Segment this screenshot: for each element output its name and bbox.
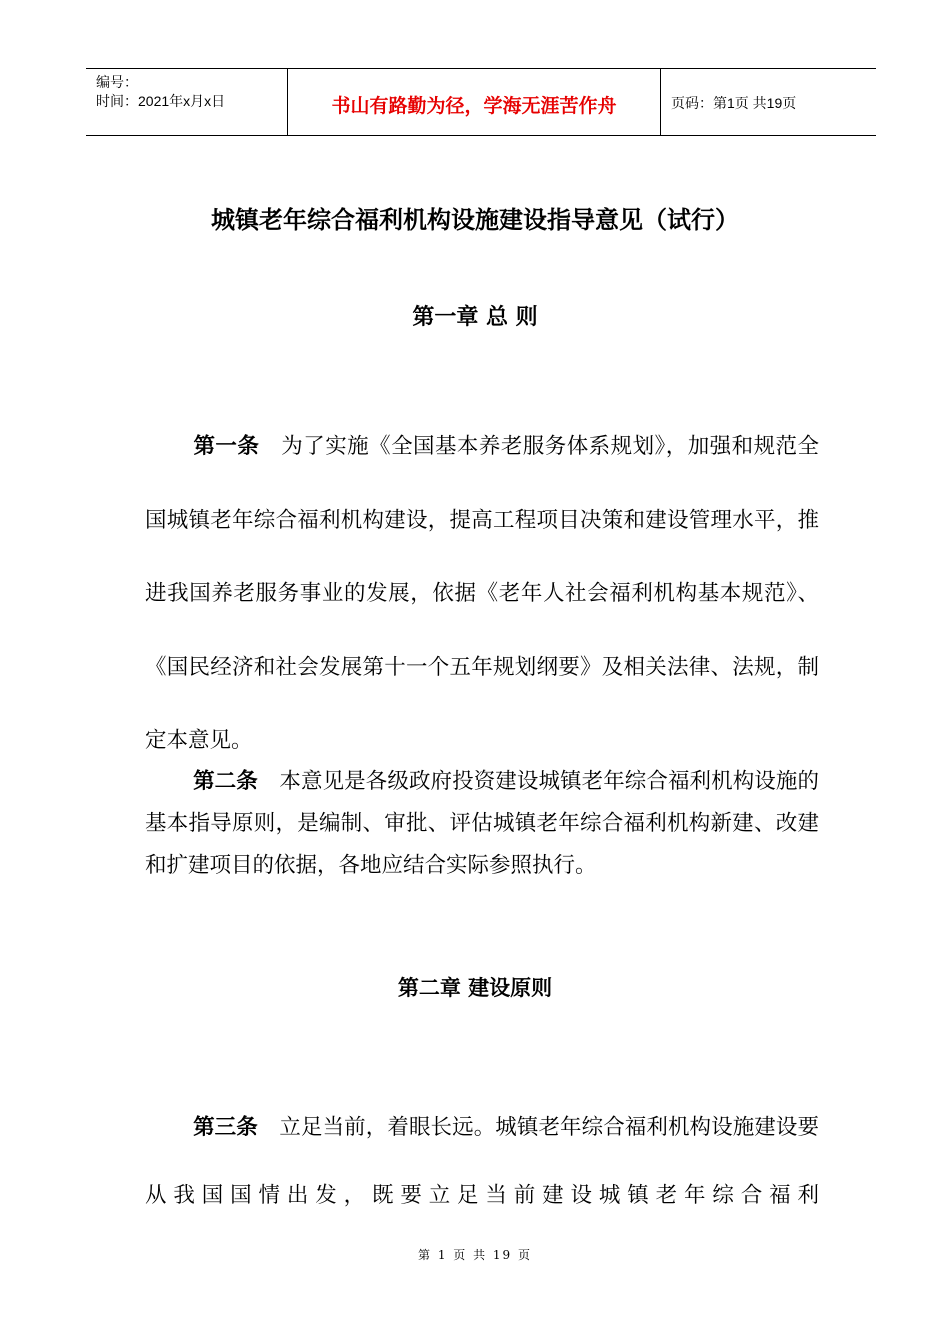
article-1	[145, 410, 819, 778]
article-3-label: 第三条	[193, 1115, 258, 1140]
document-title: 城镇老年综合福利机构设施建设指导意见（试行）	[211, 205, 739, 234]
header-table	[86, 68, 876, 136]
article-1-text: 为了实施《全国基本养老服务体系规划》，加强和规范全国城镇老年综合福利机构建设，提高工程项目决策和建设管理水平，推进我国养老服务事业的发展，依据《老年人社会福利机构基本规范》、《国民经济和社会发展第十一个五年规划纲要》及相关法律、法规，制定本意见。	[145, 434, 819, 753]
header-meta	[86, 69, 287, 135]
slogan: 书山有路勤为径，学海无涯苦作舟	[331, 95, 617, 117]
article-2-label: 第二条	[193, 769, 258, 794]
page-footer: 第 1 页 共 19 页	[418, 1248, 532, 1262]
number-label: 编号：	[96, 74, 138, 90]
page-label: 页码：第1页 共19页	[671, 95, 797, 111]
chapter-1-title: 第一章 总 则	[412, 304, 538, 330]
article-2	[145, 761, 819, 887]
header-slogan-cell	[287, 69, 661, 135]
article-2-text: 本意见是各级政府投资建设城镇老年综合福利机构设施的基本指导原则，是编制、审批、评估城镇老年综合福利机构新建、改建和扩建项目的依据，各地应结合实际参照执行。	[145, 769, 819, 878]
chapter-2-title: 第二章 建设原则	[397, 975, 553, 1000]
header-page-cell	[661, 69, 876, 135]
article-1-label: 第一条	[193, 434, 260, 459]
article-3-text: 立足当前，着眼长远。城镇老年综合福利机构设施建设要从我国国情出发，既要立足当前建设城镇老年综合福利	[145, 1115, 819, 1208]
article-3	[145, 1094, 819, 1230]
time-label: 时间：2021年x月x日	[96, 93, 226, 109]
